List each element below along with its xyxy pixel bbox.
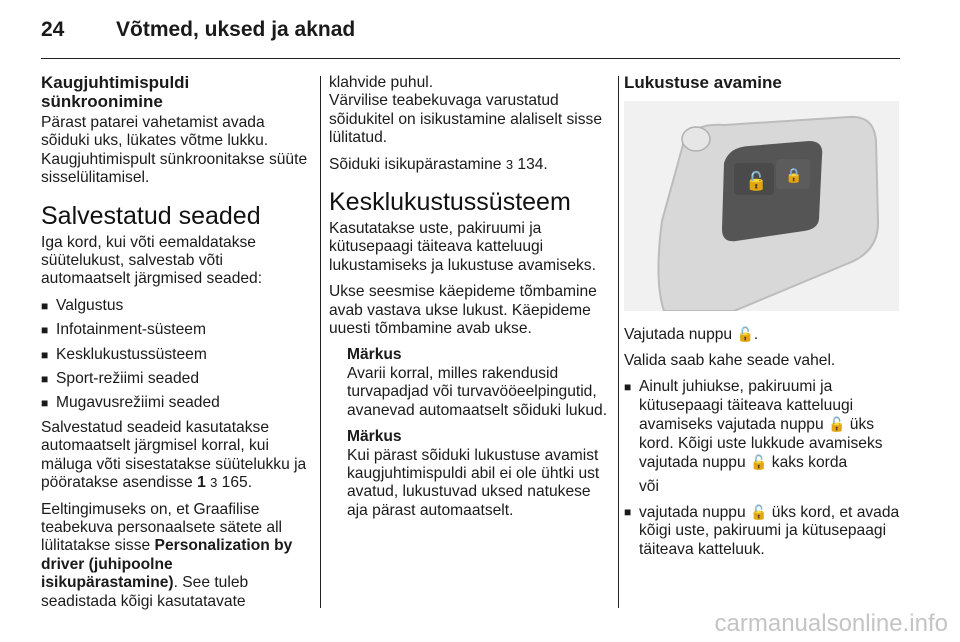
- section-heading-saved: Salvestatud seaded: [41, 201, 261, 230]
- section-heading-central-locking: Kesklukustussüsteem: [329, 188, 571, 217]
- note-title: Märkus: [347, 428, 402, 446]
- unlock-icon: 🔓: [736, 325, 754, 342]
- page-reference-arrow-icon: 3: [210, 475, 218, 491]
- unlock-options-list: [624, 378, 909, 559]
- section-heading-sync: [41, 74, 313, 111]
- saved-precondition-paragraph: Eeltingimuseks on, et Graafilise teabekuva personaalsete sätete all lülitatakse sisse Personalization by driver (juhipoolne isikupärastamine). See tuleb seadistada kõigi kasutatavate: [41, 500, 293, 610]
- bullet-icon: ■: [41, 323, 49, 338]
- personalize-paragraph: Sõiduki isikupärastamine 3 134.: [329, 155, 548, 173]
- list-item: ■ Sport-režiimi seaded: [41, 370, 200, 388]
- page-number: 24: [41, 18, 65, 41]
- lock-icon: 🔒: [785, 167, 803, 184]
- color-display-paragraph: Värvilise teabekuvaga varustatud sõidukitel on isikustamine alaliselt sisse lülitatud.: [329, 92, 603, 147]
- sync-heading-line-1: Kaugjuhtimispuldi: [41, 73, 190, 92]
- bullet-icon: ■: [41, 298, 49, 313]
- column-3: [624, 74, 909, 565]
- section-heading-unlock: Lukustuse avamine: [624, 73, 782, 92]
- note-airbag: [329, 346, 609, 520]
- key-release-button: [682, 127, 710, 151]
- column-divider-2: [618, 76, 619, 608]
- list-item: ■ Mugavusrežiimi seaded: [41, 394, 220, 412]
- page-reference-link[interactable]: 134.: [517, 155, 548, 173]
- saved-settings-list: [41, 297, 313, 413]
- saved-intro: Iga kord, kui võti eemaldatakse süütelukust, salvestab võti automaatselt järgmised seaded:: [41, 233, 263, 288]
- bullet-icon: ■: [624, 380, 632, 395]
- note-title: Märkus: [347, 346, 402, 364]
- bullet-icon: ■: [624, 504, 632, 519]
- note-text: Avarii korral, milles rakendusid turvapadjad või turvavööeelpingutid, avanevad automaatselt sõiduki lukud.: [347, 364, 608, 419]
- central-locking-paragraph-1: Kasutatakse uste, pakiruumi ja kütusepaagi täiteava katteluugi lukustamiseks ja lukustuse avamiseks.: [329, 220, 596, 274]
- saved-usage-paragraph: Salvestatud seadeid kasutatakse automaatselt järgmisel korral, kui mäluga võti sisestatakse süütelukku ja pööratakse asendisse 1 3 165.: [41, 418, 307, 492]
- header-rule: [41, 58, 900, 59]
- sync-heading-line-2: sünkroonimine: [41, 91, 163, 111]
- choice-paragraph: Valida saab kahe seade vahel.: [624, 351, 836, 369]
- central-locking-paragraph-2: Ukse seesmise käepideme tõmbamine avab vastava ukse lukust. Käepideme uuesti tõmbamine avab ukse.: [329, 283, 597, 338]
- bullet-icon: ■: [41, 347, 49, 362]
- column-divider-1: [320, 76, 321, 608]
- list-item: ■ vajutada nuppu 🔓 üks kord, et avada kõigi uste, pakiruumi ja kütusepaagi täiteava katteluuk.: [624, 503, 900, 558]
- column-2: [329, 74, 609, 528]
- unlock-icon: 🔓: [750, 453, 768, 470]
- key-fob-illustration: [624, 101, 899, 311]
- list-item: ■ Valgustus: [41, 296, 124, 314]
- position-number: 1: [197, 474, 206, 492]
- list-item: ■ Ainult juhiukse, pakiruumi ja kütusepaagi täiteava katteluugi avamiseks vajutada nuppu 🔓 üks kord. Kõigi uste lukkude avamiseks vajutada nuppu 🔓 kaks korda või: [624, 378, 909, 496]
- bullet-icon: ■: [41, 372, 49, 387]
- unlock-icon: 🔓: [828, 416, 846, 433]
- personalization-setting-name: Personalization by driver (juhipoolne isikupärastamine): [41, 537, 293, 592]
- or-text: või: [639, 478, 659, 496]
- list-item: ■ Kesklukustussüsteem: [41, 345, 207, 363]
- unlock-icon: 🔓: [745, 170, 768, 192]
- unlock-icon: 🔓: [750, 503, 768, 520]
- bullet-icon: ■: [41, 396, 49, 411]
- note-text: Kui pärast sõiduki lukustuse avamist kaugjuhtimispuldi abil ei ole ühtki ust avatud, lukustuvad uksed natukese aja pärast automaatselt.: [347, 446, 600, 519]
- continued-text: klahvide puhul.: [329, 74, 434, 91]
- page-reference-arrow-icon: 3: [505, 156, 514, 172]
- press-instruction: Vajutada nuppu 🔓.: [624, 325, 759, 343]
- column-1: [41, 74, 313, 619]
- watermark: carmanualsonline.info: [714, 610, 948, 637]
- list-item: ■ Infotainment-süsteem: [41, 321, 206, 339]
- page-title: Võtmed, uksed ja aknad: [116, 18, 356, 41]
- sync-paragraph: Pärast patarei vahetamist avada sõiduki uks, lükates võtme lukku. Kaugjuhtimispult sünkroonitakse süüte sisselülitamisel.: [41, 114, 308, 187]
- page-reference-link[interactable]: 165.: [221, 474, 253, 492]
